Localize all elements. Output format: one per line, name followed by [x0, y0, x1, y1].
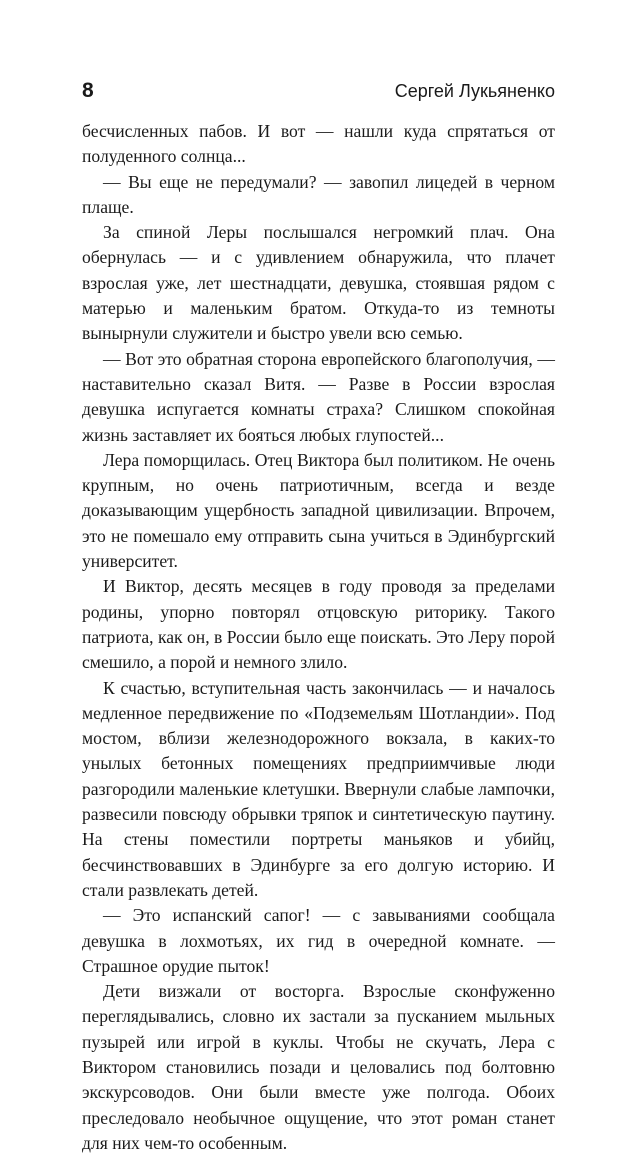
- page-number: 8: [82, 79, 94, 102]
- paragraph: Дети визжали от восторга. Взрослые сконфуженно переглядывались, словно их застали за пусканием мыльных пузырей или игрой в куклы. Чтобы не скучать, Лера с Виктором становились позади и целовались под болтовню экскурсоводов. Они были вместе уже полгода. Обоих преследовало необычное ощущение, что этот роман станет для них чем-то особенным.: [82, 981, 555, 1153]
- paragraph: И Виктор, десять месяцев в году проводя за пределами родины, упорно повторял отцовскую риторику. Такого патриота, как он, в России было еще поискать. Это Леру порой смешило, а порой и немного злило.: [82, 576, 555, 673]
- page-header: [82, 79, 555, 109]
- paragraph: — Это испанский сапог! — с завываниями сообщала девушка в лохмотьях, их гид в очередной комнате. — Страшное орудие пыток!: [82, 905, 555, 976]
- paragraph: Лера поморщилась. Отец Виктора был политиком. Не очень крупным, но очень патриотичным, всегда и везде доказывающим ущербность западной цивилизации. Впрочем, это не помешало ему отправить сына учиться в Эдинбургский университет.: [82, 449, 555, 572]
- paragraph: — Вы еще не передумали? — завопил лицедей в черном плаще.: [82, 171, 555, 217]
- body-text: [82, 119, 555, 1156]
- paragraph: За спиной Леры послышался негромкий плач. Она обернулась — и с удивлением обнаружила, что плачет взрослая уже, лет шестнадцати, девушка, стоявшая рядом с матерью и маленьким братом. Откуда-то из темноты вынырнули служители и быстро увели всю семью.: [82, 222, 555, 344]
- paragraph: — Вот это обратная сторона европейского благополучия, — наставительно сказал Витя. — Разве в России взрослая девушка испугается комнаты страха? Слишком спокойная жизнь заставляет их бояться любых глупостей...: [82, 348, 555, 445]
- paragraph-continued: бесчисленных пабов. И вот — нашли куда спрятаться от полуденного солнца...: [82, 121, 555, 167]
- paragraph: К счастью, вступительная часть закончилась — и началось медленное передвижение по «Подземельям Шотландии». Под мостом, вблизи железнодорожного вокзала, в каких-то унылых бетонных помещениях предприимчивые люди разгородили маленькие клетушки. Ввернули слабые лампочки, развесили повсюду обрывки тряпок и синтетическую паутину. На стены поместили портреты маньяков и убийц, бесчинствовавших в Эдинбурге за его долгую историю. И стали развлекать детей.: [82, 677, 555, 900]
- running-head-author: Сергей Лукьяненко: [394, 81, 555, 101]
